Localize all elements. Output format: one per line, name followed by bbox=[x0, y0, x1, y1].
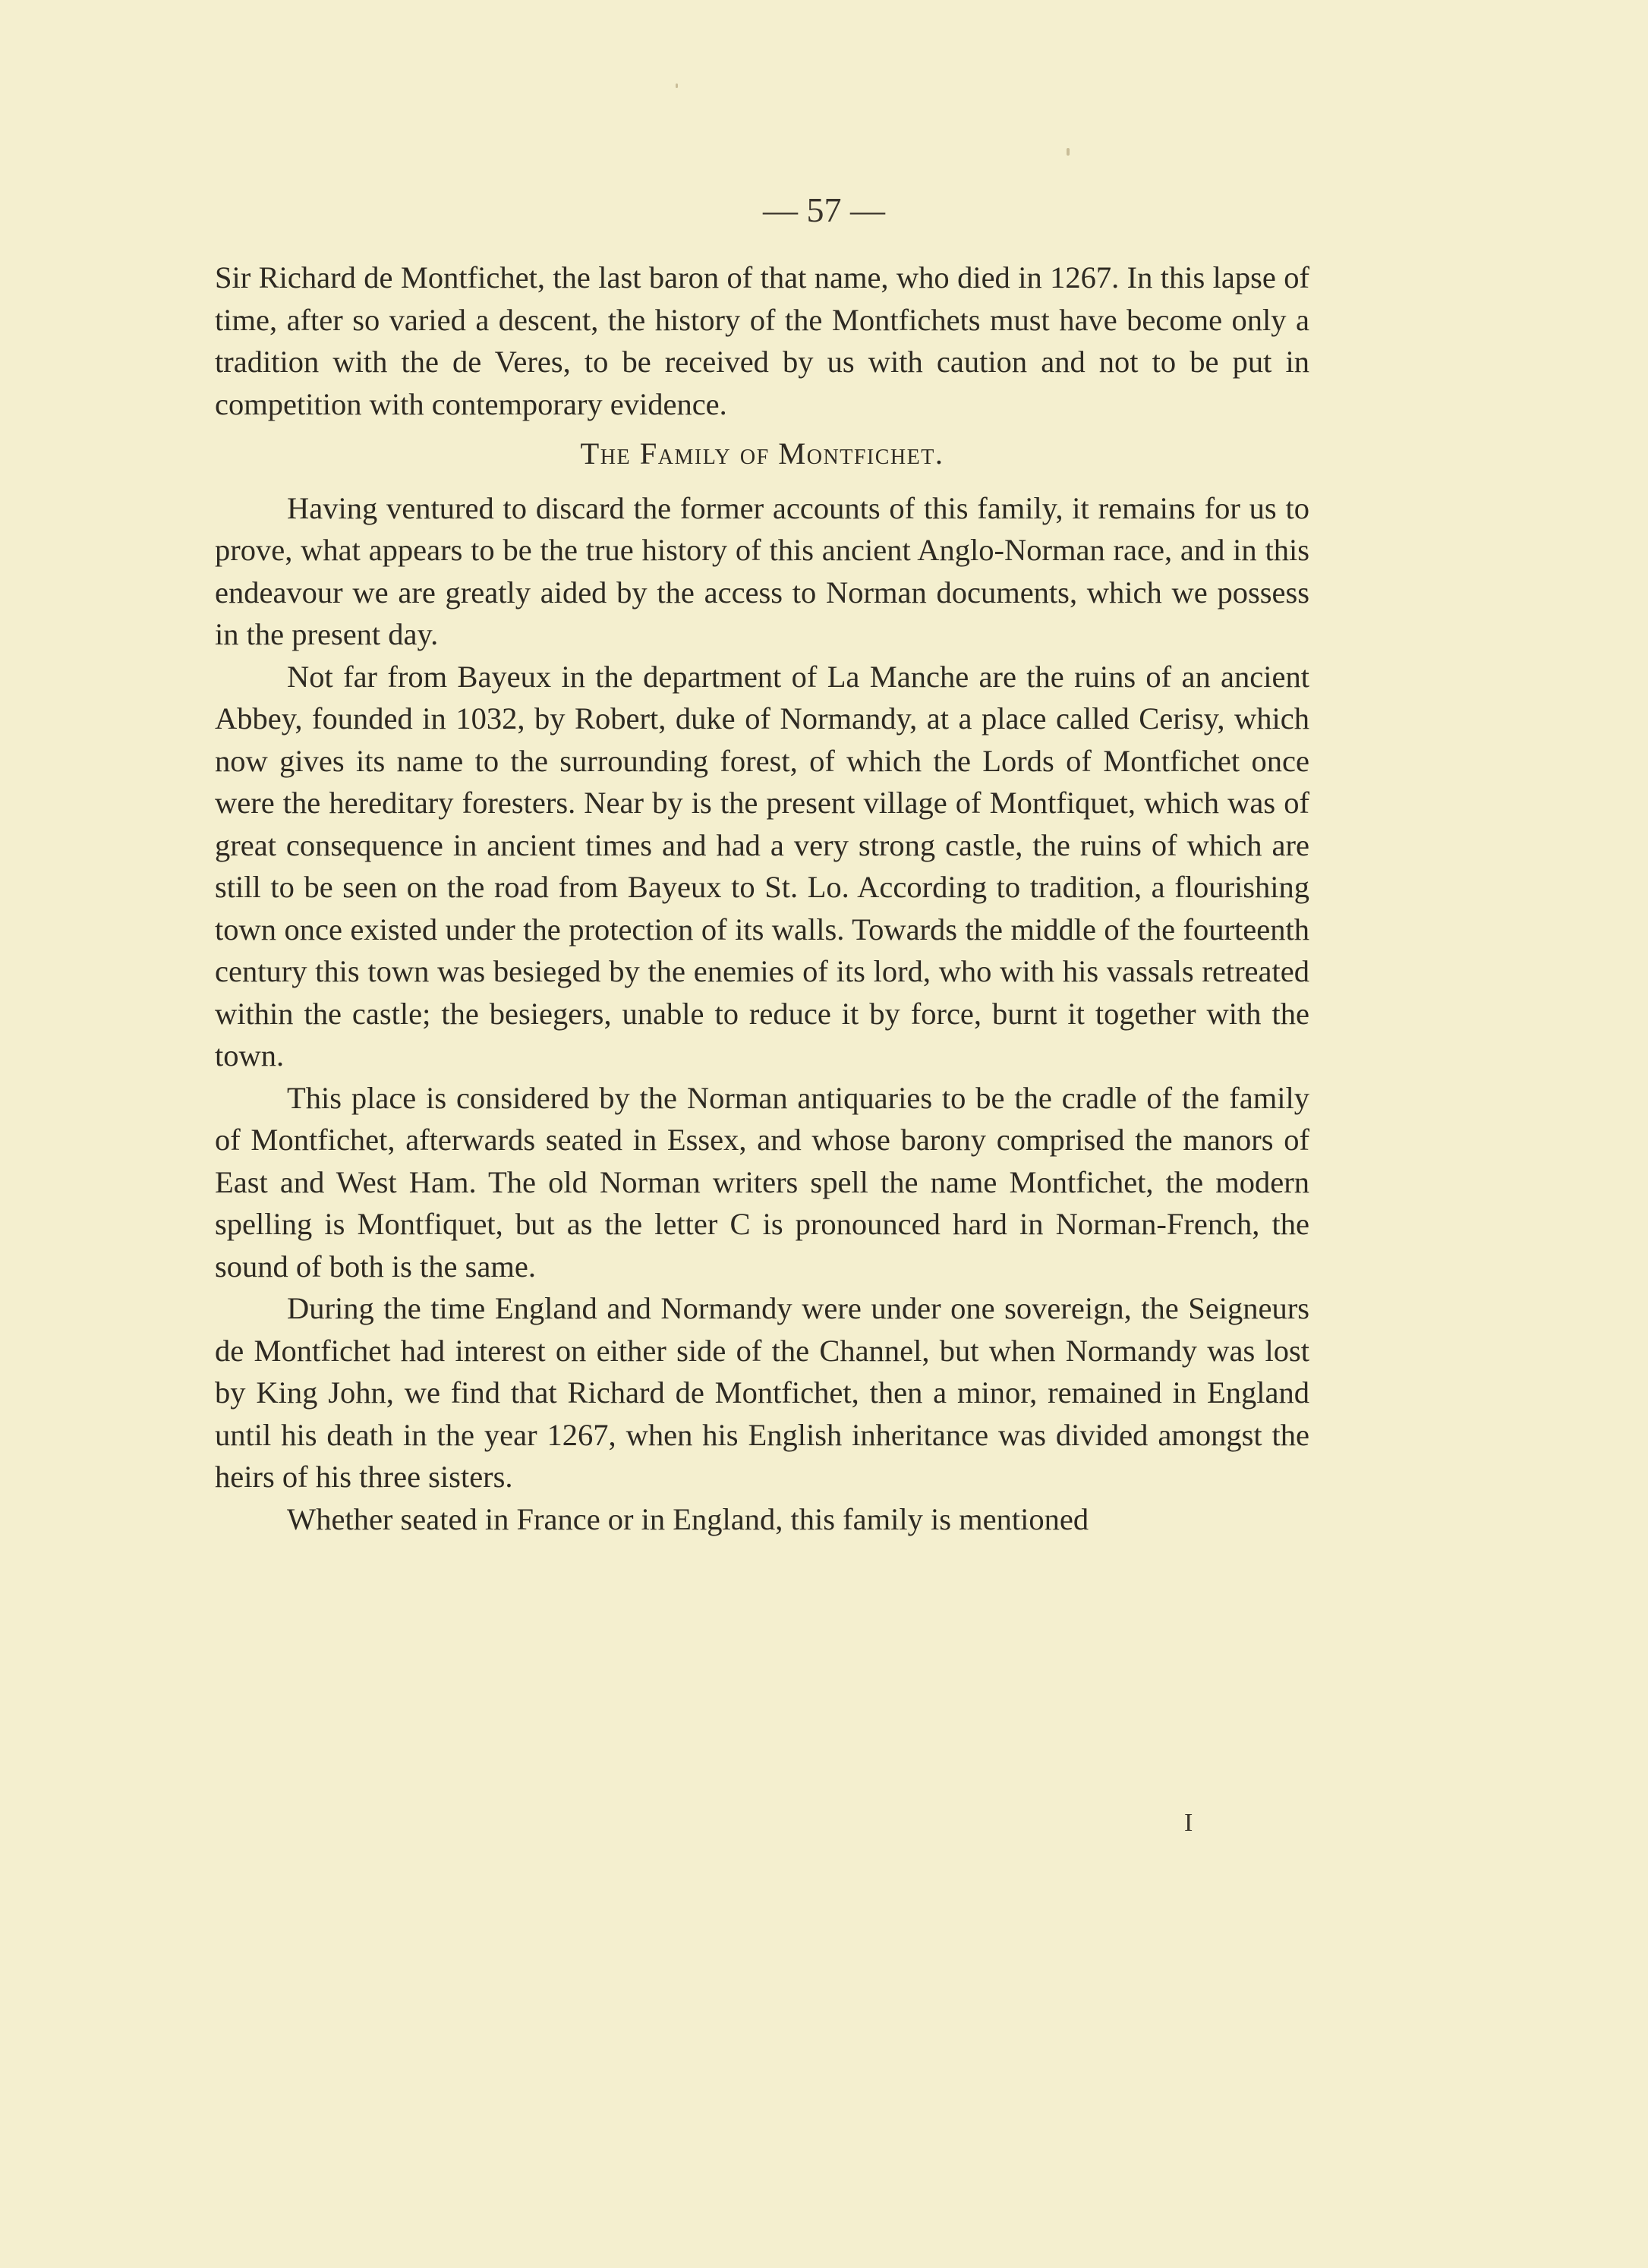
body-text bbox=[215, 257, 1309, 1540]
paper-speck bbox=[676, 83, 678, 88]
paragraph: During the time England and Normandy were under one sovereign, the Seigneurs de Montfichet had interest on either side of the Channel, but when Normandy was lost by King John, we find that Richard de Montfichet, then a minor, remained in England until his death in the year 1267, when his English inheritance was divided amongst the heirs of his three sisters. bbox=[215, 1291, 1309, 1494]
paragraph: Not far from Bayeux in the department of La Manche are the ruins of an ancient Abbey, founded in 1032, by Robert, duke of Normandy, at a place called Cerisy, which now gives its name to the surrounding forest, of which the Lords of Montfichet once were the hereditary foresters. Near by is the present village of Montfiquet, which was of great consequence in ancient times and had a very strong castle, the ruins of which are still to be seen on the road from Bayeux to St. Lo. According to tradition, a flourishing town once existed under the protection of its walls. Towards the middle of the fourteenth century this town was besieged by the enemies of its lord, who with his vassals retreated within the castle; the besiegers, unable to reduce it by force, burnt it together with the town. bbox=[215, 659, 1309, 1073]
page-number: — 57 — bbox=[763, 191, 885, 229]
paragraph: Having ventured to discard the former accounts of this family, it remains for us to prove, what appears to be the true history of this ancient Anglo-Norman race, and in this endeavour we are greatly aided by the access to Norman documents, which we possess in the present day. bbox=[215, 490, 1309, 651]
signature-mark: I bbox=[1184, 1809, 1193, 1837]
intro-paragraph: Sir Richard de Montfichet, the last baron of that name, who died in 1267. In this lapse of time, after so varied a descent, the history of the Montfichets must have become only a tradition with the de Veres, to be received by us with caution and not to be put in competition with contemporary evidence. bbox=[215, 260, 1309, 421]
paper-speck bbox=[1067, 148, 1070, 156]
paragraph: This place is considered by the Norman antiquaries to be the cradle of the family of Montfichet, afterwards seated in Essex, and whose barony comprised the manors of East and West Ham. The old Norman writers spell the name Montfichet, the modern spelling is Montfiquet, but as the letter C is pronounced hard in Norman-French, the sound of both is the same. bbox=[215, 1080, 1309, 1284]
paragraph: Whether seated in France or in England, this family is mentioned bbox=[287, 1501, 1089, 1536]
section-heading: The Family of Montfichet. bbox=[580, 436, 944, 471]
